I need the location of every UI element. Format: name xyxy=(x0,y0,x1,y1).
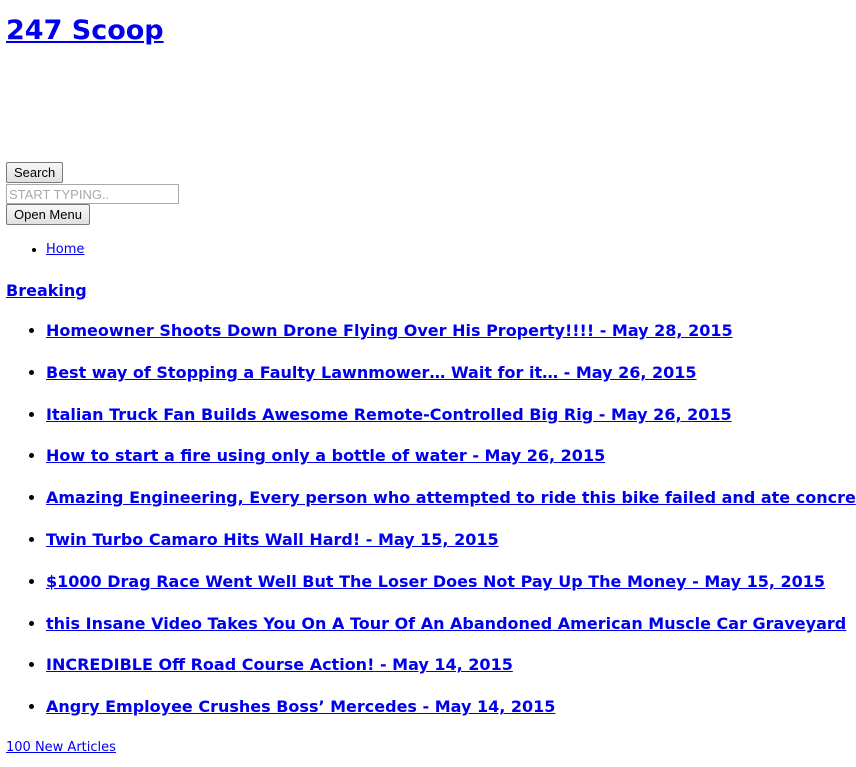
article-item xyxy=(46,529,732,551)
article-link[interactable]: Angry Employee Crushes Boss’ Mercedes - May 14, 2015 xyxy=(46,697,556,717)
article-link[interactable]: Homeowner Shoots Down Drone Flying Over His Property!!!! - May 28, 2015 xyxy=(46,321,733,340)
nav-link-home[interactable]: Home xyxy=(46,242,85,257)
nav-menu xyxy=(0,240,84,260)
breaking-heading xyxy=(6,280,87,302)
article-title: $1000 Drag Race Went Well But The Loser Does Not Pay Up The Money xyxy=(46,571,687,591)
article-link[interactable]: Twin Turbo Camaro Hits Wall Hard! - May 15, 2015 xyxy=(46,529,499,549)
article-title: Angry Employee Crushes Boss’ Mercedes xyxy=(46,697,417,717)
article-link[interactable]: INCREDIBLE Off Road Course Action! - May 14, 2015 xyxy=(46,655,513,675)
article-title: How to start a fire using only a bottle of water xyxy=(46,446,467,466)
article-date: May 14, 2015 xyxy=(392,655,513,675)
article-item xyxy=(46,571,826,593)
site-title xyxy=(6,14,164,48)
article-item xyxy=(46,613,847,635)
article-title: Italian Truck Fan Builds Awesome Remote-Controlled Big Rig xyxy=(46,404,594,424)
article-title: Homeowner Shoots Down Drone Flying Over His Property!!!! xyxy=(46,321,595,340)
article-link[interactable]: Italian Truck Fan Builds Awesome Remote-Controlled Big Rig - May 26, 2015 xyxy=(46,404,732,424)
article-date: May 26, 2015 xyxy=(610,404,732,424)
article-title: INCREDIBLE Off Road Course Action! xyxy=(46,655,375,675)
article-link[interactable]: How to start a fire using only a bottle of water - May 26, 2015 xyxy=(46,446,606,466)
article-link[interactable]: $1000 Drag Race Went Well But The Loser Does Not Pay Up The Money - May 15, 2015 xyxy=(46,571,826,591)
article-item xyxy=(46,404,732,426)
article-link[interactable]: Best way of Stopping a Faulty Lawnmower… Wait for it… - May 26, 2015 xyxy=(46,362,697,382)
article-date: May 14, 2015 xyxy=(434,697,556,717)
breaking-link[interactable]: Breaking xyxy=(6,281,87,300)
breaking-articles-list xyxy=(0,320,856,738)
article-item xyxy=(46,320,732,342)
article-date: May 26, 2015 xyxy=(484,446,606,466)
article-item xyxy=(46,696,732,718)
article-date: May 26, 2015 xyxy=(575,362,697,382)
article-title: Twin Turbo Camaro Hits Wall Hard! xyxy=(46,529,361,549)
article-item xyxy=(46,362,732,384)
article-date: May 28, 2015 xyxy=(611,321,733,340)
article-title: this Insane Video Takes You On A Tour Of An Abandoned American Muscle Car Graveyard xyxy=(46,613,847,633)
more-articles-link[interactable]: 100 New Articles xyxy=(6,740,116,755)
search-input[interactable] xyxy=(6,184,179,204)
article-link[interactable] xyxy=(46,488,856,507)
article-item xyxy=(46,654,732,676)
article-date: May 15, 2015 xyxy=(704,571,826,591)
site-title-link[interactable]: 247 Scoop xyxy=(6,15,164,46)
open-menu-button[interactable]: Open Menu xyxy=(6,204,90,225)
article-link[interactable] xyxy=(46,614,846,633)
article-item xyxy=(46,487,856,509)
article-title: Amazing Engineering, Every person who attempted to ride this bike failed and ate concre xyxy=(46,488,856,508)
article-date: May 15, 2015 xyxy=(377,529,499,549)
article-title: Best way of Stopping a Faulty Lawnmower… Wait for it… xyxy=(46,362,559,382)
search-button[interactable]: Search xyxy=(6,162,63,183)
article-item xyxy=(46,445,732,467)
nav-item-home xyxy=(46,240,84,260)
